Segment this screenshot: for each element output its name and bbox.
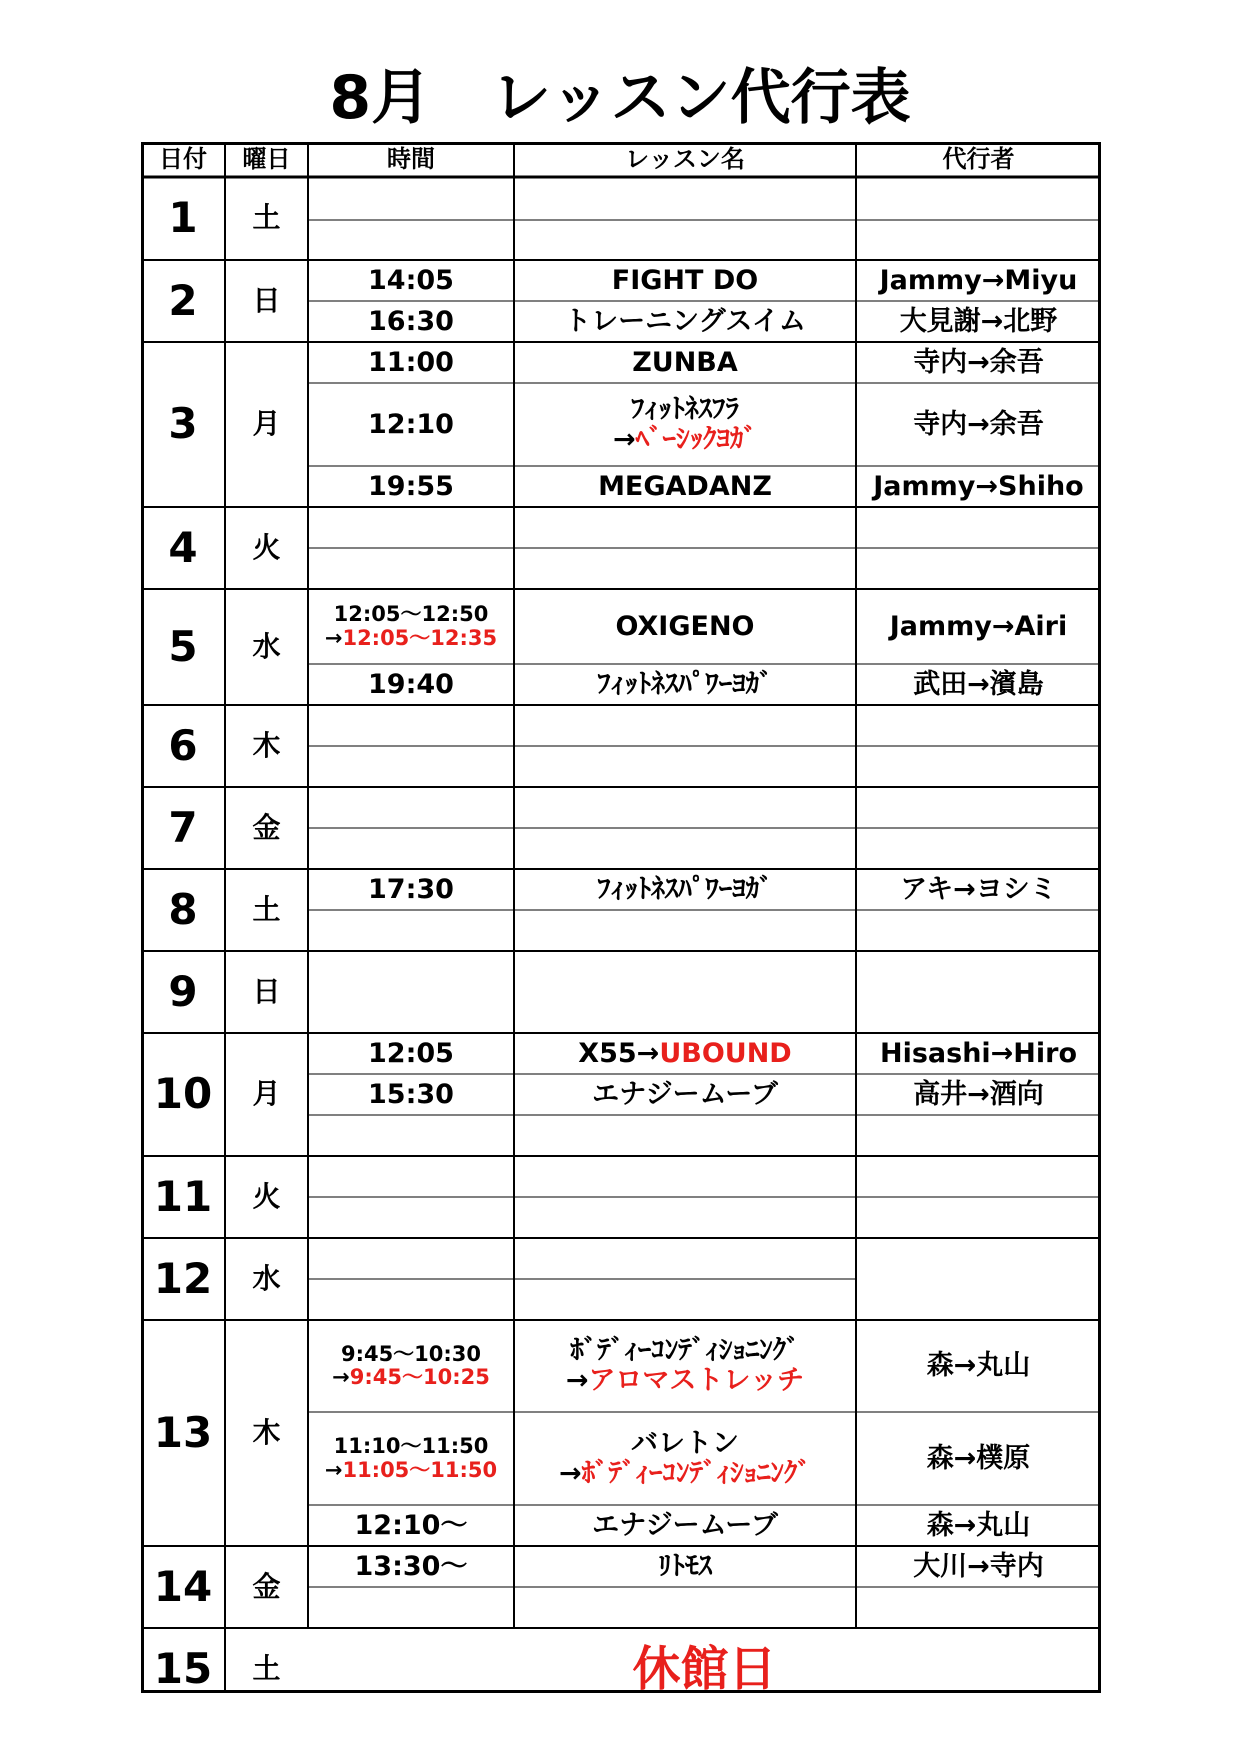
text: ﾎﾞﾃﾞｨｰｺﾝﾃﾞｨｼｮﾆﾝｸﾞ — [570, 1335, 800, 1367]
time-cell — [308, 828, 514, 869]
weekday: 水 — [252, 1261, 281, 1295]
instructor-line — [927, 1511, 1031, 1541]
weekday: 日 — [252, 283, 281, 317]
column-header: 代行者 — [942, 145, 1015, 174]
time-cell — [308, 1074, 514, 1115]
weekday: 金 — [252, 810, 281, 844]
changed-text: ﾎﾞﾃﾞｨｰｺﾝﾃﾞｨｼｮﾆﾝｸﾞ — [581, 1457, 812, 1489]
time-cell — [308, 1320, 514, 1412]
time-cell — [308, 1197, 514, 1238]
text: 13:30～ — [354, 1550, 468, 1582]
weekday: 木 — [252, 728, 281, 762]
column-header: 曜日 — [242, 145, 291, 174]
time-cell — [308, 1033, 514, 1074]
lesson-cell — [514, 787, 856, 828]
text: 大川→寺内 — [913, 1550, 1044, 1582]
text: ZUNBA — [632, 346, 738, 378]
lesson-cell — [514, 1412, 856, 1505]
instructor-cell — [856, 1197, 1101, 1238]
instructor-line — [913, 348, 1044, 378]
instructor-line — [890, 612, 1067, 642]
instructor-cell — [856, 301, 1101, 342]
lesson-line — [598, 472, 772, 502]
instructor-cell — [856, 1587, 1101, 1628]
instructor-cell — [856, 746, 1101, 787]
text: 9:45～10:30 — [340, 1341, 482, 1366]
lesson-cell — [514, 383, 856, 466]
time-cell — [308, 1412, 514, 1505]
time-cell — [308, 1587, 514, 1628]
text: → — [324, 625, 343, 650]
instructor-cell — [856, 1505, 1101, 1546]
instructor-cell — [856, 869, 1101, 910]
day-number: 11 — [153, 1171, 213, 1221]
instructor-cell — [856, 1238, 1101, 1279]
lesson-cell — [514, 1320, 856, 1412]
text: 武田→濱島 — [913, 668, 1044, 700]
lesson-line — [597, 875, 773, 905]
lesson-line — [578, 1039, 791, 1069]
lesson-cell — [514, 1546, 856, 1587]
changed-text: UBOUND — [659, 1037, 792, 1069]
time-line — [341, 1343, 481, 1366]
changed-text: 9:45～10:25 — [349, 1365, 490, 1389]
day-number: 15 — [153, 1643, 213, 1693]
weekday: 火 — [252, 530, 281, 564]
instructor-cell — [856, 548, 1101, 589]
substitute-schedule-table — [141, 142, 1101, 1697]
lesson-cell — [514, 869, 856, 910]
lesson-cell — [514, 1238, 856, 1279]
instructor-line — [913, 670, 1044, 700]
weekday: 金 — [252, 1569, 281, 1603]
lesson-cell — [514, 1505, 856, 1546]
day-number: 13 — [153, 1407, 213, 1457]
day-number: 4 — [168, 522, 198, 572]
changed-text: 11:05～11:50 — [342, 1457, 498, 1482]
time-line — [368, 266, 454, 296]
text: 12:05 — [368, 1037, 454, 1069]
text: → — [332, 1365, 350, 1389]
time-cell — [308, 869, 514, 910]
instructor-cell — [856, 910, 1101, 951]
instructor-cell — [856, 466, 1101, 507]
weekday: 土 — [252, 1651, 281, 1685]
text: 12:10 — [368, 408, 454, 440]
instructor-cell — [856, 177, 1101, 220]
lesson-cell — [514, 589, 856, 664]
time-line — [325, 627, 497, 650]
column-header: レッスン名 — [625, 145, 745, 174]
text: 14:05 — [368, 264, 454, 296]
text: → — [558, 1457, 582, 1489]
text: エナジームーブ — [592, 1509, 778, 1541]
text: ﾌｨｯﾄﾈｽﾊﾟﾜｰﾖｶﾞ — [597, 668, 773, 700]
instructor-cell — [856, 342, 1101, 383]
instructor-cell — [856, 705, 1101, 746]
lesson-line — [592, 1511, 778, 1541]
time-line — [325, 1459, 497, 1482]
time-cell — [308, 664, 514, 705]
instructor-line — [913, 1080, 1044, 1110]
time-line — [368, 1039, 454, 1069]
lesson-cell — [514, 1074, 856, 1115]
time-cell — [308, 1279, 514, 1320]
text: ﾌｨｯﾄﾈｽﾌﾗ — [631, 393, 739, 425]
lesson-cell — [514, 1279, 856, 1320]
instructor-line — [880, 1039, 1077, 1069]
instructor-line — [913, 410, 1044, 440]
text: ﾘﾄﾓｽ — [658, 1550, 712, 1582]
instructor-cell — [856, 383, 1101, 466]
lesson-cell — [514, 466, 856, 507]
time-cell — [308, 1505, 514, 1546]
text: Jammy→Miyu — [879, 264, 1078, 296]
lesson-line — [566, 1366, 804, 1396]
time-cell — [308, 548, 514, 589]
lesson-line — [658, 1552, 712, 1582]
time-line — [368, 670, 454, 700]
text: → — [565, 1365, 589, 1396]
day-number: 9 — [168, 966, 198, 1016]
day-number: 6 — [168, 720, 198, 770]
page-title: 8月 レッスン代行表 — [329, 63, 911, 133]
time-cell — [308, 260, 514, 301]
lesson-line — [632, 348, 738, 378]
day-number: 7 — [168, 802, 198, 852]
time-line — [368, 307, 454, 337]
instructor-cell — [856, 1033, 1101, 1074]
instructor-cell — [856, 664, 1101, 705]
lesson-line — [613, 425, 757, 455]
weekday: 木 — [252, 1415, 281, 1449]
text: 12:10～ — [354, 1509, 468, 1541]
time-cell — [308, 705, 514, 746]
lesson-cell — [514, 705, 856, 746]
column-header: 日付 — [159, 145, 207, 174]
instructor-line — [927, 1351, 1031, 1381]
text: MEGADANZ — [598, 470, 772, 502]
lesson-cell — [514, 828, 856, 869]
day-number: 12 — [153, 1253, 213, 1303]
instructor-cell — [856, 1074, 1101, 1115]
lesson-cell — [514, 746, 856, 787]
text: 19:40 — [368, 668, 454, 700]
instructor-cell — [856, 1156, 1101, 1197]
time-line — [368, 348, 454, 378]
lesson-cell — [514, 664, 856, 705]
instructor-cell — [856, 828, 1101, 869]
instructor-cell — [856, 951, 1101, 1033]
time-line — [334, 603, 489, 626]
text: バレトン — [631, 1427, 739, 1459]
instructor-line — [913, 1552, 1044, 1582]
time-cell — [308, 1238, 514, 1279]
instructor-cell — [856, 787, 1101, 828]
lesson-line — [612, 266, 758, 296]
lesson-cell — [514, 507, 856, 548]
text: 17:30 — [368, 873, 454, 905]
text: 16:30 — [368, 305, 454, 337]
lesson-cell — [514, 951, 856, 1033]
weekday: 日 — [252, 974, 281, 1008]
time-cell — [308, 220, 514, 260]
lesson-cell — [514, 301, 856, 342]
time-cell — [308, 787, 514, 828]
lesson-cell — [514, 1197, 856, 1238]
instructor-cell — [856, 1412, 1101, 1505]
day-number: 10 — [153, 1069, 213, 1119]
text: → — [324, 1457, 343, 1482]
text: アキ→ヨシミ — [900, 873, 1057, 905]
text: Hisashi→Hiro — [879, 1037, 1078, 1069]
lesson-cell — [514, 1156, 856, 1197]
lesson-cell — [514, 342, 856, 383]
lesson-cell — [514, 910, 856, 951]
text: X55→ — [578, 1037, 660, 1069]
time-cell — [308, 383, 514, 466]
time-cell — [308, 1115, 514, 1156]
time-cell — [308, 301, 514, 342]
lesson-cell — [514, 177, 856, 220]
changed-text: 12:05～12:35 — [342, 625, 498, 650]
instructor-cell — [856, 1279, 1101, 1320]
lesson-cell — [514, 1115, 856, 1156]
time-cell — [308, 177, 514, 220]
instructor-line — [900, 875, 1057, 905]
lesson-line — [631, 395, 739, 425]
time-line — [368, 1080, 454, 1110]
instructor-line — [927, 1444, 1031, 1474]
time-line — [355, 1511, 468, 1541]
day-number: 1 — [168, 193, 198, 243]
lesson-cell — [514, 548, 856, 589]
weekday: 土 — [252, 201, 281, 235]
changed-text: ﾍﾞｰｼｯｸﾖｶﾞ — [635, 423, 758, 455]
text: FIGHT DO — [611, 264, 759, 296]
time-cell — [308, 507, 514, 548]
instructor-line — [900, 307, 1058, 337]
text: 森→丸山 — [926, 1350, 1031, 1382]
text: 19:55 — [368, 470, 454, 502]
lesson-cell — [514, 260, 856, 301]
text: OXIGENO — [615, 610, 755, 642]
time-cell — [308, 951, 514, 1033]
instructor-cell — [856, 589, 1101, 664]
instructor-cell — [856, 1320, 1101, 1412]
time-cell — [308, 1156, 514, 1197]
time-cell — [308, 342, 514, 383]
time-line — [368, 472, 454, 502]
time-cell — [308, 589, 514, 664]
lesson-line — [597, 670, 773, 700]
lesson-line — [559, 1459, 811, 1489]
time-line — [334, 1435, 489, 1458]
changed-text: アロマストレッチ — [588, 1365, 805, 1396]
text: エナジームーブ — [592, 1078, 778, 1110]
text: ﾌｨｯﾄﾈｽﾊﾟﾜｰﾖｶﾞ — [597, 873, 773, 905]
lesson-line — [631, 1429, 739, 1459]
lesson-line — [570, 1336, 800, 1366]
instructor-cell — [856, 507, 1101, 548]
lesson-line — [564, 307, 806, 337]
time-cell — [308, 1546, 514, 1587]
instructor-line — [873, 472, 1083, 502]
text: 寺内→余吾 — [913, 346, 1044, 378]
text: 11:00 — [368, 346, 454, 378]
text: 大見謝→北野 — [899, 305, 1058, 337]
time-cell — [308, 746, 514, 787]
day-number: 5 — [168, 621, 198, 671]
time-cell — [308, 910, 514, 951]
text: 高井→酒向 — [913, 1078, 1044, 1110]
lesson-line — [592, 1080, 778, 1110]
text: 11:10～11:50 — [333, 1434, 489, 1459]
text: 森→丸山 — [926, 1509, 1031, 1541]
day-number: 3 — [168, 399, 198, 449]
closed-day-label: 休館日 — [632, 1640, 777, 1697]
lesson-cell — [514, 220, 856, 260]
lesson-line — [615, 612, 754, 642]
text: 12:05～12:50 — [333, 602, 489, 627]
text: → — [612, 423, 636, 455]
instructor-cell — [856, 220, 1101, 260]
weekday: 水 — [252, 629, 281, 663]
weekday: 月 — [252, 1077, 281, 1111]
weekday: 月 — [252, 407, 281, 441]
time-line — [368, 410, 454, 440]
text: 15:30 — [368, 1078, 454, 1110]
day-number: 14 — [153, 1561, 213, 1611]
text: トレーニングスイム — [564, 305, 806, 337]
instructor-cell — [856, 260, 1101, 301]
weekday: 土 — [252, 892, 281, 926]
lesson-cell — [514, 1587, 856, 1628]
day-number: 2 — [168, 275, 198, 325]
time-line — [355, 1552, 468, 1582]
time-line — [368, 875, 454, 905]
weekday: 火 — [252, 1179, 281, 1213]
text: 寺内→余吾 — [913, 408, 1044, 440]
instructor-cell — [856, 1115, 1101, 1156]
instructor-line — [880, 266, 1078, 296]
text: Jammy→Airi — [889, 610, 1068, 642]
column-header: 時間 — [387, 145, 435, 174]
lesson-cell — [514, 1033, 856, 1074]
text: 森→樸原 — [926, 1442, 1031, 1474]
text: Jammy→Shiho — [873, 470, 1084, 502]
day-number: 8 — [168, 884, 198, 934]
instructor-cell — [856, 1546, 1101, 1587]
time-line — [332, 1366, 490, 1389]
time-cell — [308, 466, 514, 507]
